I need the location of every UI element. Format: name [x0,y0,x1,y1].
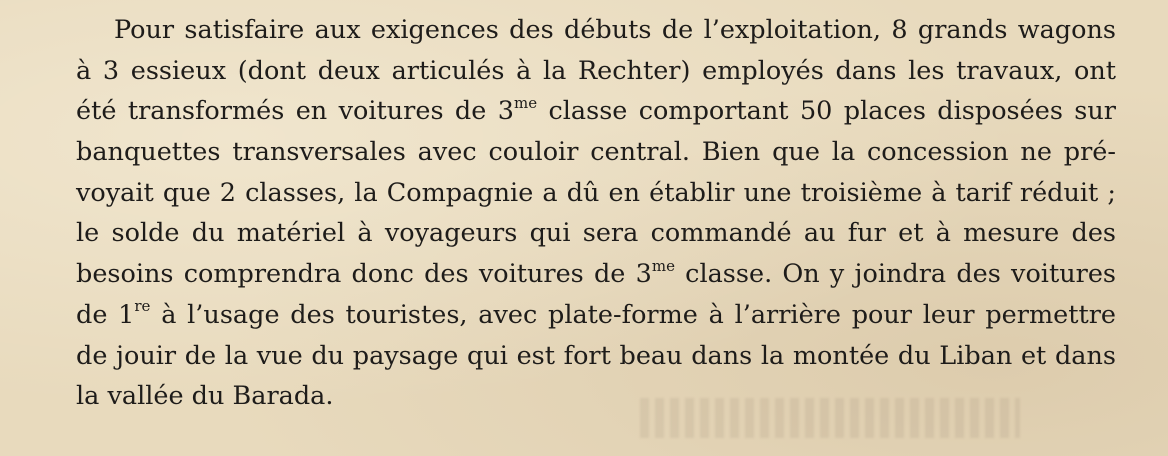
paragraph-line: la vallée du Barada. [76,381,334,412]
paragraph [76,10,1116,417]
paragraph-line: de jouir de la vue du paysage qui est fort beau dans la montée du Liban et dans [76,340,1116,371]
paragraph-line: Pour satisfaire aux exigences des débuts de l’exploitation, 8 grands wagons [114,15,1116,45]
paragraph-line: été transformés en voitures de $3^{me}$ classe comportant 50 places disposées sur [76,93,1116,127]
paragraph-line: voyait que 2 classes, la Compagnie a dû en établir une troisième à tarif réduit ; [76,177,1116,208]
paragraph-line: le solde du matériel à voyageurs qui sera commandé au fur et à mesure des [76,218,1116,249]
paragraph-line: besoins comprendra donc des voitures de $3^{me}$ classe. On y joindra des voitures [76,256,1116,290]
paragraph-line: à 3 essieux (dont deux articulés à la Rechter) employés dans les travaux, ont [76,55,1116,86]
paragraph-line: banquettes transversales avec couloir central. Bien que la concession ne pré- [76,137,1116,168]
paragraph-line: de 1re à l’usage des touristes, avec plate-forme à l’arrière pour leur permettre [76,297,1116,330]
